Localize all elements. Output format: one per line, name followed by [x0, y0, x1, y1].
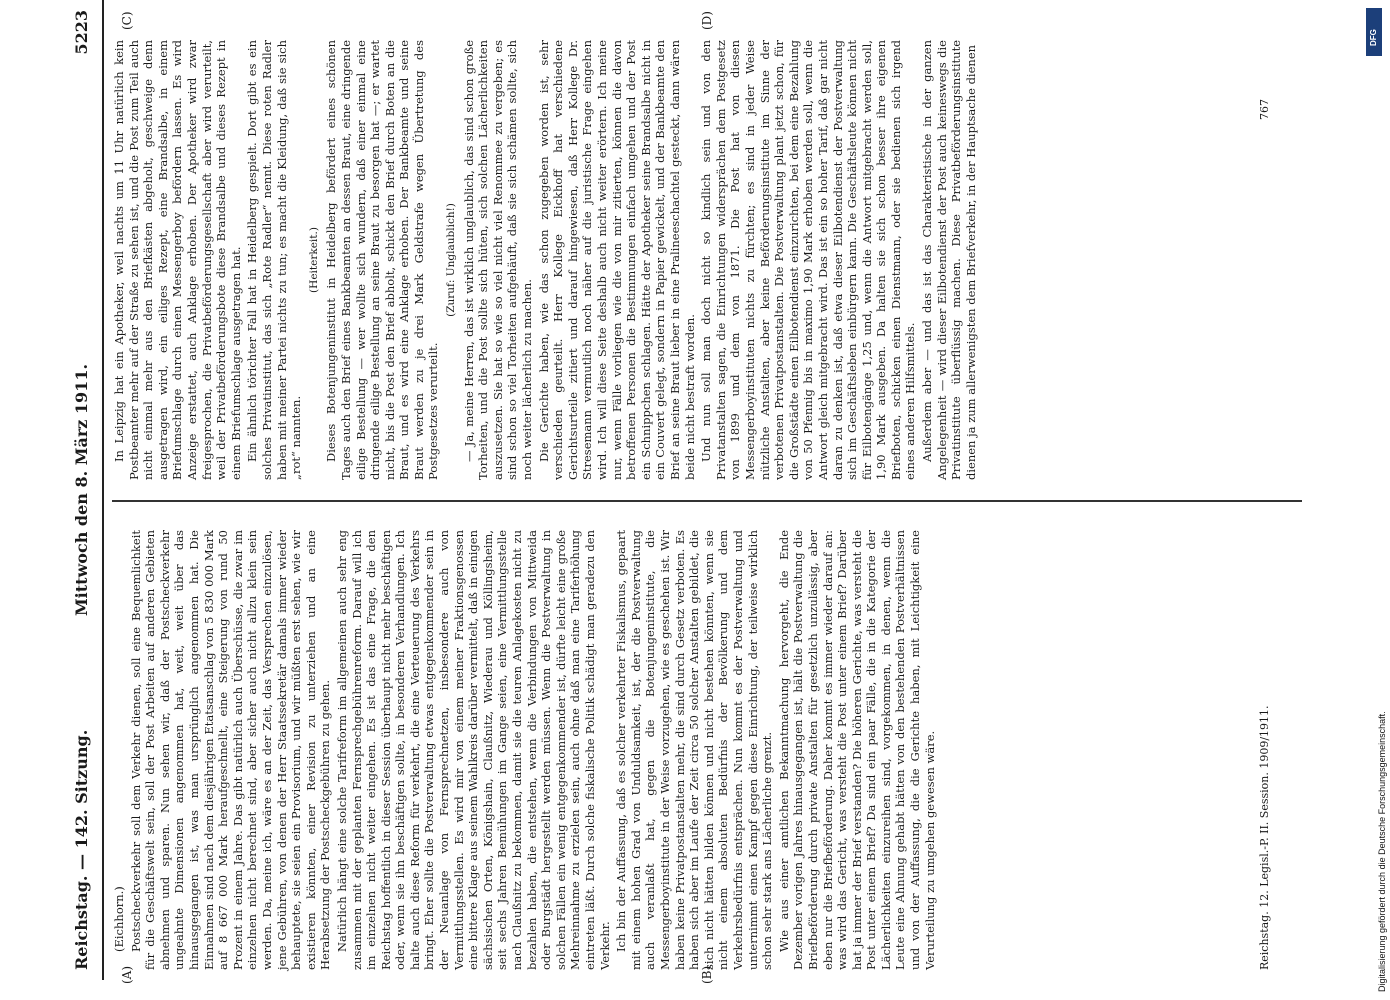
paragraph: Dieses Botenjungeninstitut in Heidelberg befördert eines schönen Tages auch den Brief eines Bankbeamten an dessen Braut, eine dringende eilige Bestellung — wer wollte sich wundern, daß einer einmal eine dringende eilige Bestellung an seine Braut zu besorgen hat —; er wartet nicht, bis die Post den Brief abholt, schickt den Brief durch Boten an die Braut, und es wird eine Anklage erhoben. Der Bankbeamte und seine Braut werden zu je drei Mark Geldstrafe wegen Übertretung des Postgesetzes verurteilt.: [324, 40, 441, 480]
page-number: 5223: [72, 10, 91, 55]
digitization-note: [1365, 8, 1387, 992]
paragraph: Postscheckverkehr soll dem Verkehr dienen, soll eine Bequemlichkeit für die Geschäftswelt sein, soll der Post Arbeiten auf anderen Gebieten abnehmen und sparen. Nun sehen wir, daß der Postscheckverkehr ungeahnte Dimensionen angenommen hat, weit, weit über das hinausgegangen ist, was man ursprünglich angenommen hat. Die Einnahmen sind nach dem diesjährigen Etatsanschlag von 5 830 000 Mark auf 8 667 000 Mark heraufgeschnellt, eine Steigerung von rund 50 Prozent in einem Jahre. Das gibt natürlich auch Überschüsse, die zwar im einzelnen nicht berechnet sind, aber sicher auch nicht allzu klein sein werden. Da, meine ich, wäre es an der Zeit, das Versprechen einzulösen, jene Gebühren, von denen der Herr Staatssekretär damals immer wieder behauptete, sie seien ein Provisorium, und wir müßten erst sehen, wie wir existieren könnten, einer Revision zu unterziehen und an eine Herabsetzung der Postscheckgebühren zu gehen.: [128, 530, 333, 970]
rotated-page-content: [60, 0, 1315, 984]
paragraph: — Ja, meine Herren, das ist wirklich unglaublich, das sind schon große Torheiten, und die Post sollte sich hüten, sich solchen Lächerlichkeiten auszusetzen. Sie hat so wie so viel nicht viel Renommee zu vergeben; es sind schon so viel Torheiten aufgehäuft, daß sie sich schämen sollte, sich noch weiter lächerlich zu machen.: [461, 40, 535, 480]
digitization-note-text: Digitalisierung gefördert durch die Deutsche Forschungsgemeinschaft.: [1377, 711, 1387, 992]
paragraph: Natürlich hängt eine solche Tarifreform im allgemeinen auch sehr eng zusammen mit der geplanten Fernsprechgebührenreform. Darauf will ich im einzelnen nicht weiter eingehen. Es ist das eine Frage, die den Reichstag hoffentlich in dieser Session überhaupt nicht mehr beschäftigen oder, wenn sie ihn beschäftigen sollte, in besonderen Verhandlungen. Ich halte auch diese Reform für verkehrt, die eine Verteuerung des Verkehrs bringt. Eher sollte die Postverwaltung etwas entgegenkommender sein in der Neuanlage von Fernsprechnetzen, insbesondere auch von Vermittlungsstellen. Es wird mir von einem meiner Fraktionsgenossen eine bittere Klage aus seinem Wahlkreis darüber vermittelt, daß in einigen sächsischen Orten, Königshain, Claußnitz, Wiederau und Köllingsheim, seit sechs Jahren Bemühungen im Gange seien, eine Vermittlungsstelle nach Claußnitz zu bekommen, damit sie die teuren Anlagekosten nicht zu bezahlen haben, die entstehen, wenn die Verbindungen von Mittweida oder Burgstädt hergestellt werden müssen. Wenn die Postverwaltung in solchen Fällen ein wenig entgegenkommender ist, dürfte leicht eine große Mehreinnahme zu erzielen sein, auch ohne daß man eine Tariferhöhung eintreten läßt. Durch solche fiskalische Politik schädigt man geradezu den Verkehr.: [334, 530, 612, 970]
right-column: [112, 40, 980, 480]
paragraph: Außerdem aber — und das ist das Charakteristische in der ganzen Angelegenheit — wird dieser Eilbotendienst der Post auch keineswegs die Privatinstitute überflüssig machen. Diese Privatbeförderungsinstitute dienen ja zum allerwenigsten dem Briefverkehr, in der Hauptsache dienen: [920, 40, 978, 480]
scanned-page: [60, 0, 1390, 1000]
page-header: [68, 0, 98, 980]
left-column: [112, 530, 939, 970]
margin-letter-a: (A): [120, 965, 134, 984]
paragraph: Ich bin der Auffassung, daß es solcher verkehrter Fiskalismus, gepaart mit einem hohen Grad von Unduldsamkeit, ist, der die Postverwaltung auch veranlaßt hat, gegen die Botenjungeninstitute, die Messengerboyinstitute in der Weise vorzugehen, wie es geschehen ist. Wir haben keine Privatpostanstalten mehr, die sind durch Gesetz verboten. Es haben sich aber im Laufe der Zeit circa 50 solcher Anstalten gebildet, die sich nicht hätten bilden können und nicht bestehen könnten, wenn sie nicht einem absoluten Bedürfnis der Bevölkerung und dem Verkehrsbedürfnis entsprächen. Nun kommt es der Postverwaltung und unternimmt einen Kampf gegen diese Einrichtung, der teilweise wirklich schon sehr stark ans Lächerliche grenzt.: [614, 530, 775, 970]
column-divider: [112, 501, 1302, 503]
page-footer: Reichstag. 12. Legisl.-P. II. Session. 1909/1911.: [1258, 705, 1271, 970]
paragraph: In Leipzig hat ein Apotheker, weil nachts um 11 Uhr natürlich kein Postbeamter mehr auf der Straße zu sehen ist, und die Post zum Teil auch nicht einmal mehr aus den Briefkästen abgeholt, geschweige denn ausgetragen wird, ein eiliges Rezept, eine Brandsalbe, in einem Briefumschlage durch einen Messengerboy befördern lassen. Es wird Anzeige erstattet, auch Anklage erhoben. Der Apotheker wird zwar freigesprochen, die Privatbeförderungsgesellschaft aber wird verurteilt, weil der Privatbeförderungsbote diese Brandsalbe und dieses Rezept in einem Briefumschlage ausgetragen hat.: [112, 40, 243, 480]
margin-letter-b: (B): [700, 965, 714, 984]
paragraph: Ein ähnlich törichter Fall hat in Heidelberg gespielt. Dort gibt es ein solches Privatinstitut, das sich „Rote Radler“ nennt. Diese roten Radler haben mit meiner Partei nichts zu tun; es macht die Kleidung, daß sie sich „rot“ nannten.: [245, 40, 304, 480]
dfg-logo-text: DFG: [1369, 29, 1378, 46]
header-left: Reichstag. — 142. Sitzung.: [72, 729, 91, 970]
speaker-name: (Eichhorn.): [112, 886, 126, 952]
paragraph: Wie aus einer amtlichen Bekanntmachung hervorgeht, die Ende Dezember vorigen Jahres hinausgegangen ist, hält die Postverwaltung die Briefbeförderung durch private Anstalten für gesetzlich unzulässig, aber eben nur die Briefbeförderung. Daher kommt es immer wieder darauf an: was wird das Gericht, was versteht die Post unter einem Brief? Darüber hat ja immer der Brief verstanden? Die höheren Gerichte, was versteht die Post unter einem Brief? Da sind ein paar Fälle, die in die Kategorie der Lächerlichkeiten einzureihen sind, vorgekommen, in denen, wenn die Leute eine Ahnung gehabt hätten von den bestehenden Postverhältnissen und von der Auffassung, die die Gerichte haben, mit Leichtigkeit eine Verurteilung zu umgehen gewesen wäre.: [776, 530, 937, 970]
paragraph: Die Gerichte haben, wie das schon zugegeben worden ist, sehr verschieden geurteilt. Herr Kollege Eickhoff hat verschiedene Gerichtsurteile zitiert und darauf hingewiesen, daß Herr Kollege Dr. Stresemann vermutlich noch näher auf die juristische Frage eingehen wird. Ich will diese Seite deshalb auch nicht weiter erörtern. Ich meine nur, wenn Fälle vorliegen wie die von mir zitierten, können die davon betroffenen Personen die Bestimmungen einfach umgehen und der Post ein Schnippchen schlagen. Hätte der Apotheker seine Brandsalbe nicht in ein Couvert gelegt, sondern in Papier gewickelt, und der Bankbeamte den Brief an seine Braut lieber in eine Pralineeschachtel gesteckt, dann wären beide nicht bestraft worden.: [536, 40, 697, 480]
interjection: (Heiterkeit.): [307, 227, 320, 293]
sheet-number: 767: [1258, 99, 1271, 120]
header-center: Mittwoch den 8. März 1911.: [72, 363, 91, 617]
paragraph: Und nun soll man doch nicht so kindlich sein und von den Privatanstalten sagen, die Einrichtungen widersprächen dem Postgesetz von 1899 und dem von 1871. Die Post hat von diesen Messengerboyinstituten nichts zu fürchten; es sind in jeder Weise nützliche Anstalten, aber keine Beförderungsinstitute im Sinne der verbotenen Privatpostanstalten. Die Postverwaltung plant jetzt schon, für die Großstädte einen Eilbotendienst einzurichten, bei dem eine Bezahlung von 50 Pfennig bis in maximo 1,90 Mark erhoben werden soll, wenn die Antwort gleich mitgebracht wird. Das ist ein so hoher Tarif, daß gar nicht daran zu denken ist, daß etwa dieser Eilbotendienst der Postverwaltung sich im Geschäftsleben einbürgern kann. Die Geschäftsleute können nicht für Eilbotengänge 1,25 und, wenn die Antwort mitgebracht werden soll, 1,90 Mark ausgeben. Da halten sie sich schon besser ihre eigenen Briefboten, schicken einen Dienstmann, oder sie bedienen sich irgend eines anderen Hilfsmittels.: [699, 40, 918, 480]
margin-letter-c: (C): [120, 11, 134, 30]
margin-letter-d: (D): [700, 11, 714, 30]
header-rule: [102, 0, 104, 980]
interjection: (Zuruf: Unglaublich!): [445, 203, 458, 317]
